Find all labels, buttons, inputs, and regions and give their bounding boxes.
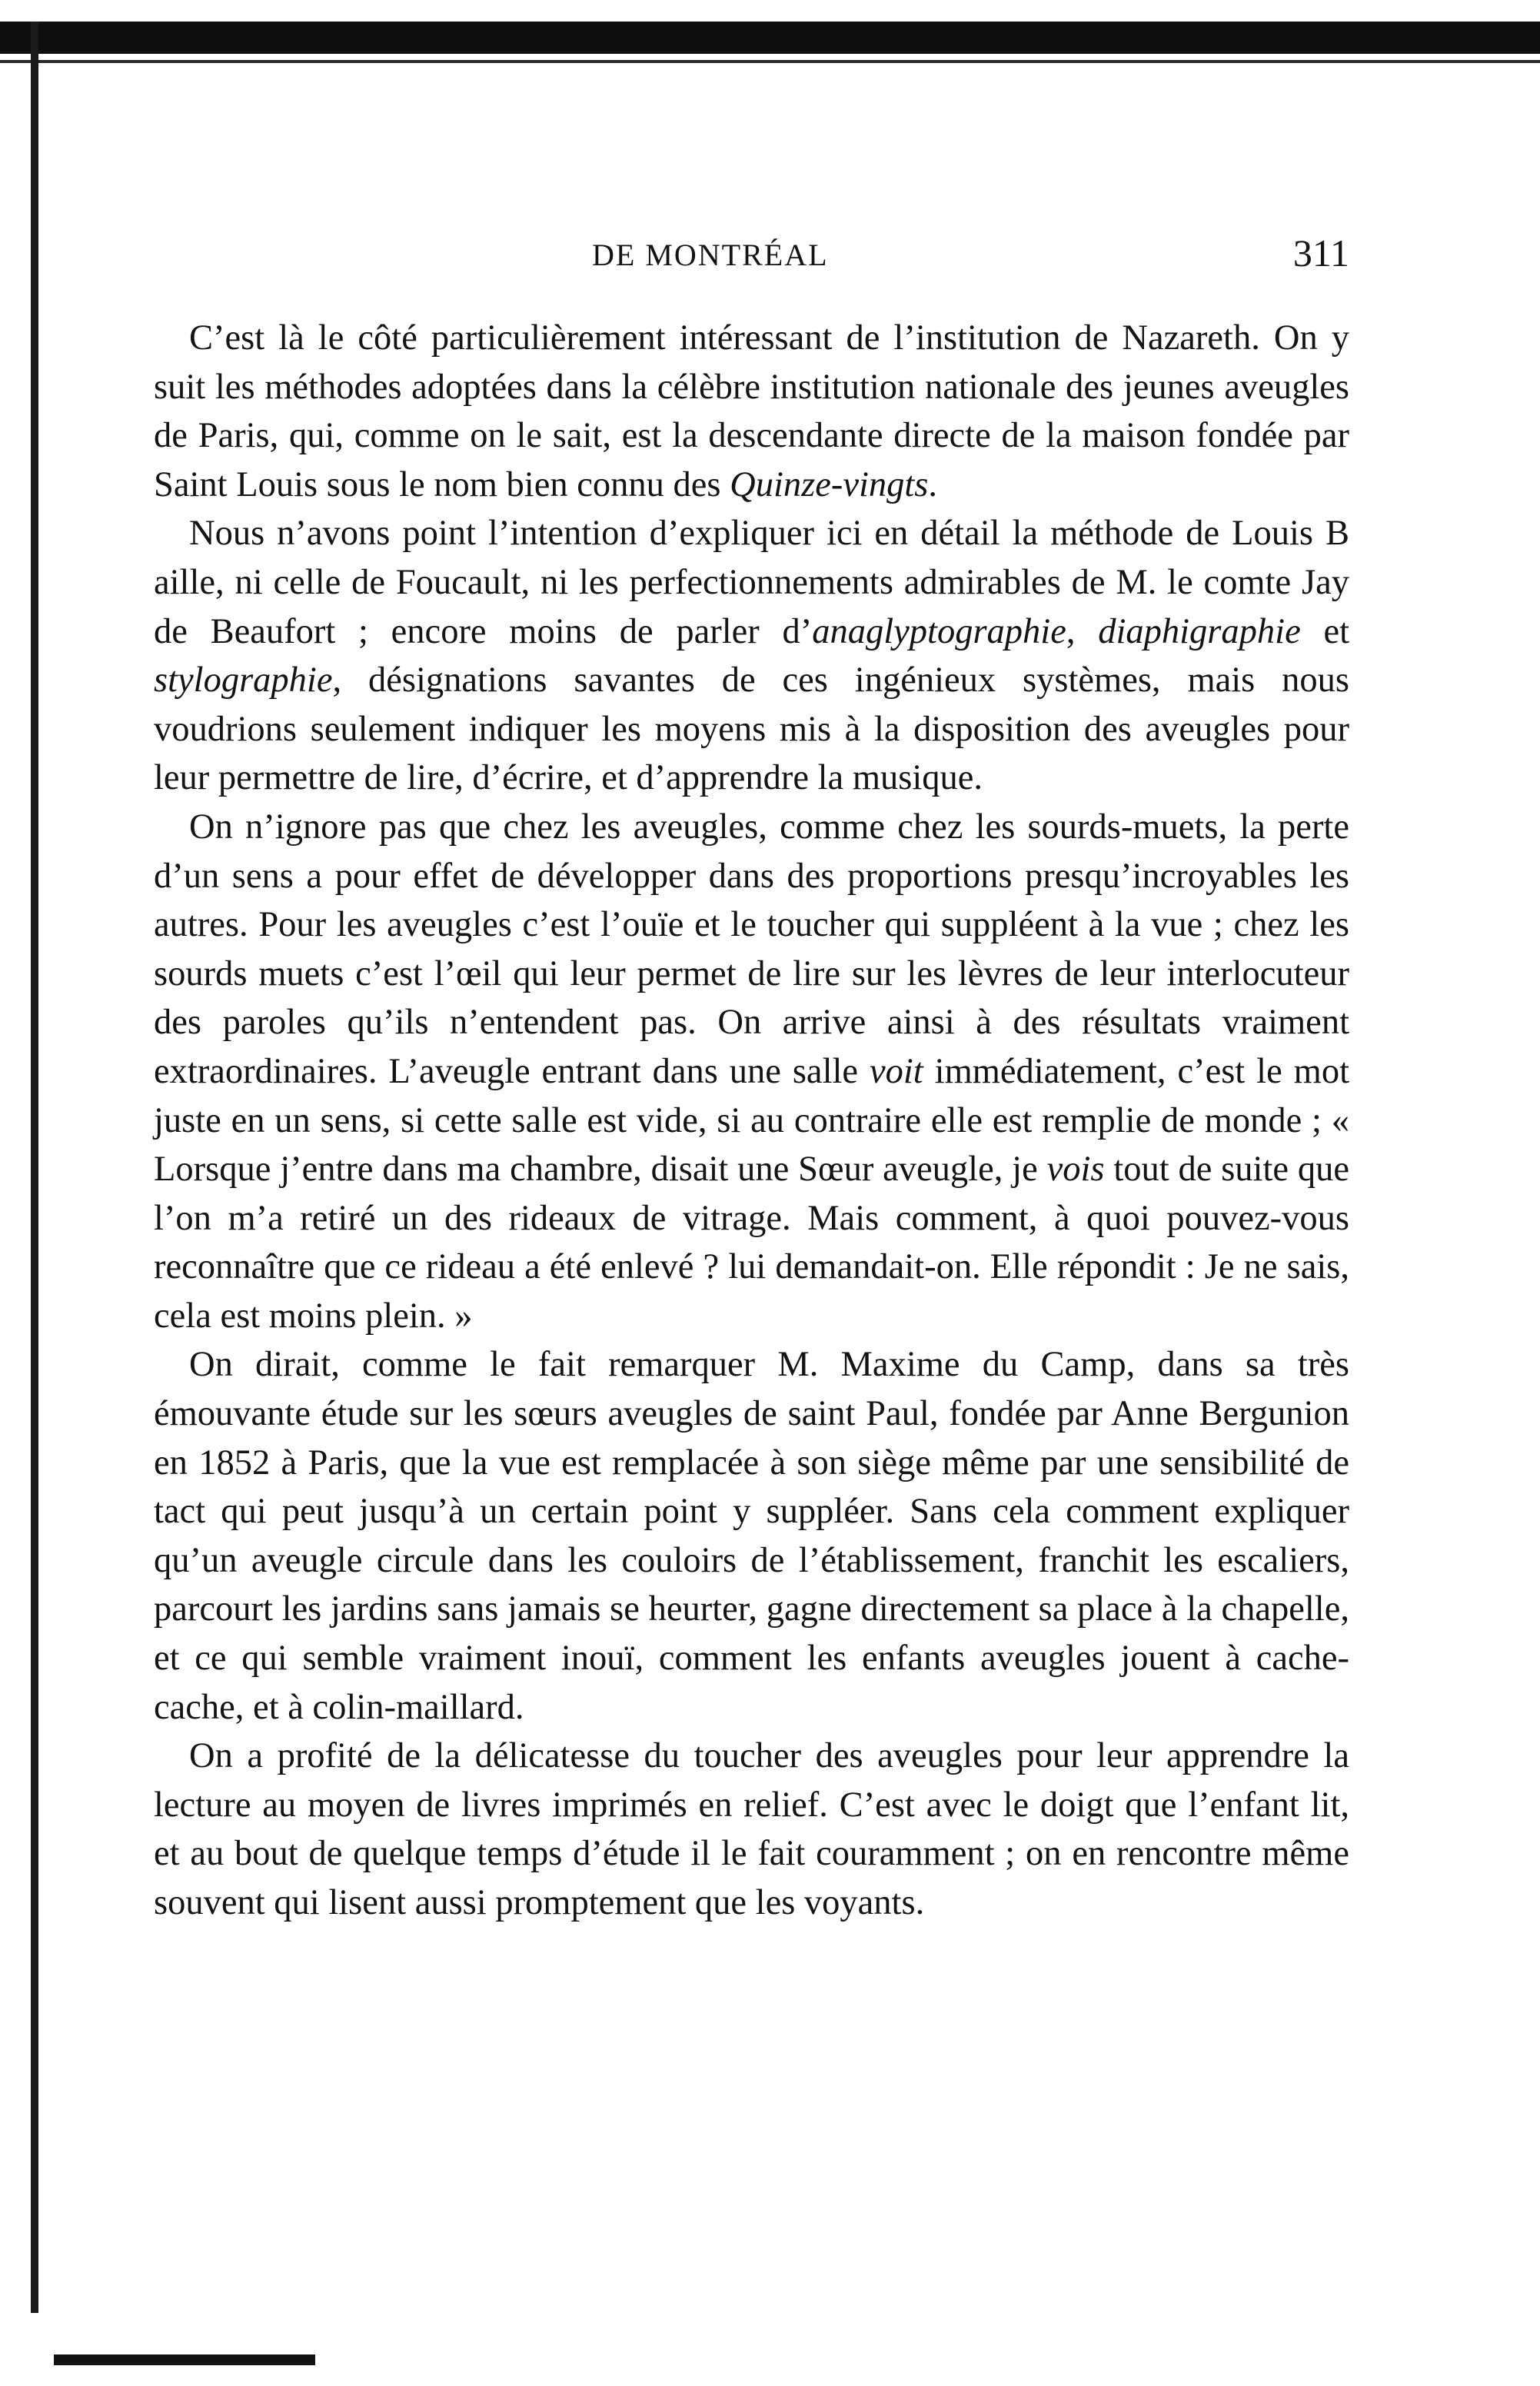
paragraph <box>154 803 1349 1341</box>
text-run: C’est là le côté particulièrement intéressant de l’institution de Nazareth. On y suit les méthodes adoptées dans la célèbre institution nationale des jeunes aveugles de Paris, qui, comme on le sait, est la descendante directe de la maison fondée par Saint Louis sous le nom bien connu des <box>154 318 1349 504</box>
text-run: On dirait, comme le fait remarquer M. Maxime du Camp, dans sa très émouvante étude sur les sœurs aveugles de saint Paul, fondée par Anne Bergunion en 1852 à Paris, que la vue est remplacée à son siège même par une sensibilité de tact qui peut jusqu’à un certain point y suppléer. Sans cela comment expliquer qu’un aveugle circule dans les couloirs de l’établissement, franchit les escaliers, parcourt les jardins sans jamais se heurter, gagne directement sa place à la chapelle, et ce qui semble vraiment inouï, comment les enfants aveugles jouent à cache-cache, et à colin-maillard. <box>154 1345 1349 1727</box>
text-run: , <box>1066 611 1099 651</box>
paragraph <box>154 314 1349 509</box>
text-run: immédiatement, c’est le mot juste en un sens, si cette salle est vide, si au contraire elle est remplie de monde ; « Lorsque j’entre dans ma chambre, disait une Sœur aveugle, je <box>154 1051 1349 1190</box>
left-border-rule <box>31 22 38 2313</box>
running-header <box>154 231 1349 285</box>
italic-term: stylographie <box>154 661 333 700</box>
italic-term: Quinze-vingts <box>730 464 929 504</box>
text-run: Nous n’avons point l’intention d’expliquer ici en détail la méthode de Louis B aille, ni celle de Foucault, ni les perfectionnements admirables de M. le comte Jay de Beaufort ; encore moins de parler d’ <box>154 514 1349 651</box>
italic-term: diaphigraphie <box>1098 611 1301 651</box>
italic-term: vois <box>1046 1150 1105 1190</box>
text-run: On n’ignore pas que chez les aveugles, comme chez les sourds-muets, la perte d’un sens a pour effet de développer dans des proportions presqu’incroyables les autres. Pour les aveugles c’est l’ouïe et le toucher qui suppléent à la vue ; chez les sourds muets c’est l’œil qui leur permet de lire sur les lèvres de leur interlocuteur des paroles qu’ils n’entendent pas. On arrive ainsi à des résultats vraiment extraordinaires. L’aveugle entrant dans une salle <box>154 807 1349 1091</box>
body-text <box>154 314 1349 1928</box>
italic-term: voit <box>869 1051 923 1091</box>
bottom-border-mark <box>54 2354 315 2365</box>
paragraph <box>154 1340 1349 1732</box>
text-run: On a profité de la délicatesse du toucher des aveugles pour leur apprendre la lecture au moyen de livres imprimés en relief. C’est avec le doigt que l’enfant lit, et au bout de quelque temps d’étude il le fait couramment ; on en rencontre même souvent qui lisent aussi promptement que les voyants. <box>154 1736 1349 1922</box>
top-border-thin-rule <box>0 60 1540 63</box>
text-run: et <box>1300 611 1350 651</box>
text-run: . <box>928 464 938 504</box>
text-run: tout de suite que l’on m’a retiré un des rideaux de vitrage. Mais comment, à quoi pouvez-vous reconnaître que ce rideau a été enlevé ? lui demandait-on. Elle répondit : Je ne sais, cela est moins plein. » <box>154 1150 1349 1336</box>
page-number: 311 <box>1292 231 1349 275</box>
italic-term: anaglyptographie <box>812 611 1066 651</box>
running-title: DE MONTRÉAL <box>592 238 829 272</box>
top-border-rule <box>0 22 1540 54</box>
paragraph <box>154 1732 1349 1927</box>
paragraph <box>154 509 1349 803</box>
text-run: , désignations savantes de ces ingénieux systèmes, mais nous voudrions seulement indiquer les moyens mis à la disposition des aveugles pour leur permettre de lire, d’écrire, et d’apprendre la musique. <box>154 661 1349 798</box>
